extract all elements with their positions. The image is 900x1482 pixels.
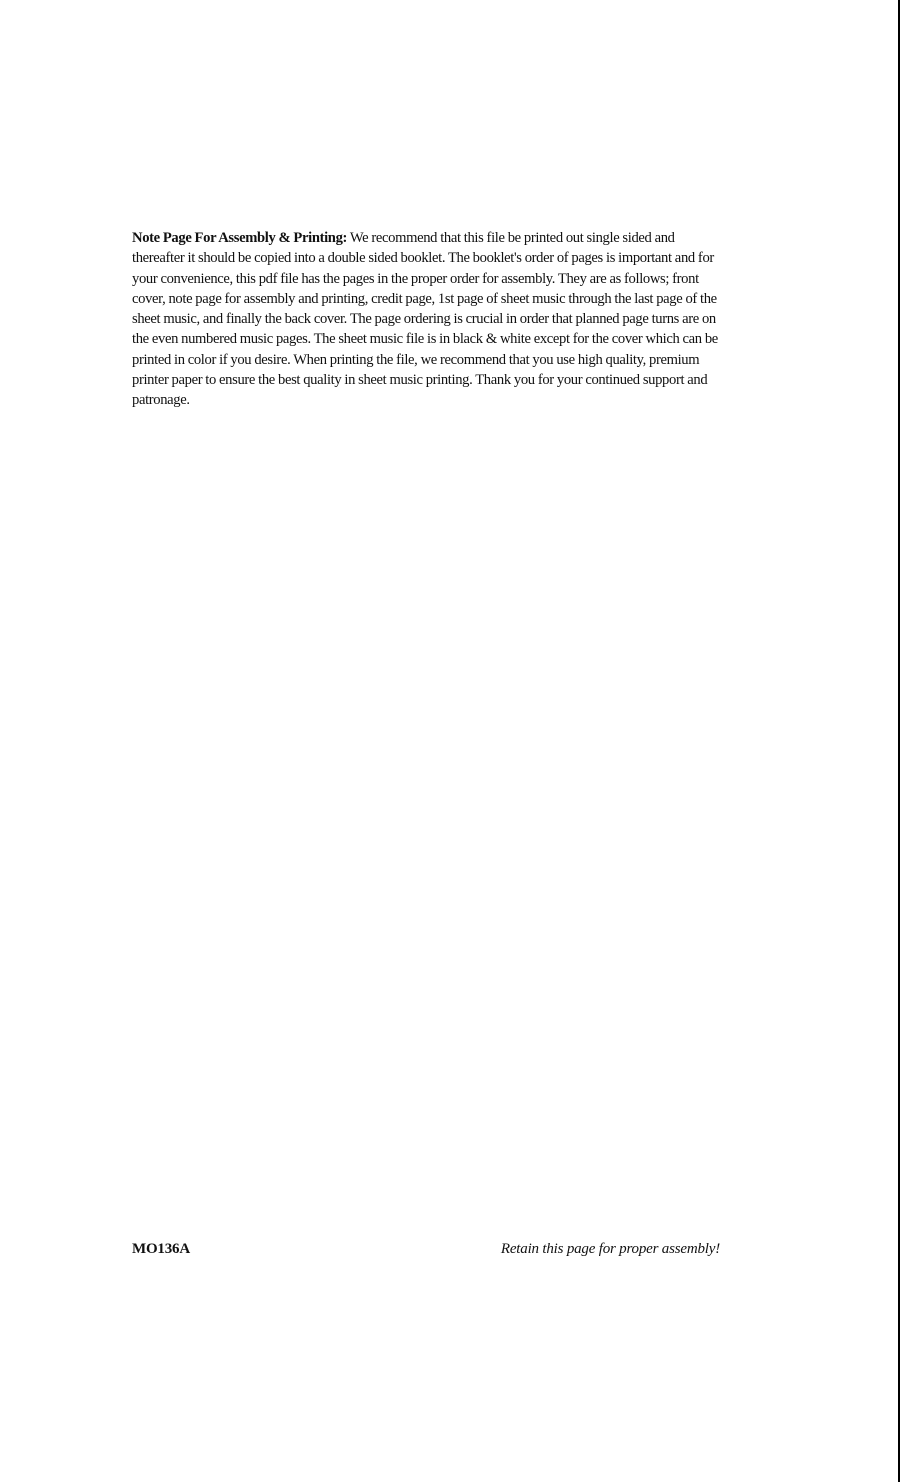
- retain-page-notice: Retain this page for proper assembly!: [500, 1241, 720, 1257]
- assembly-note-heading: Note Page For Assembly & Printing:: [132, 230, 348, 246]
- assembly-note-body: We recommend that this file be printed out single sided and thereafter it should be copied into a double sided booklet. The booklet's order of pages is important and for your convenience, this pdf file has the pages in the proper order for assembly. They are as follows; front cover, note page for assembly and printing, credit page, 1st page of sheet music through the last page of the sheet music, and finally the back cover. The page ordering is crucial in order that planned page turns are on the even numbered music pages. The sheet music file is in black & white except for the cover which can be printed in color if you desire. When printing the file, we recommend that you use high quality, premium printer paper to ensure the best quality in sheet music printing. Thank you for your continued support and patronage.: [132, 230, 718, 409]
- assembly-note-paragraph: [132, 228, 728, 411]
- catalog-code: MO136A: [132, 1241, 190, 1257]
